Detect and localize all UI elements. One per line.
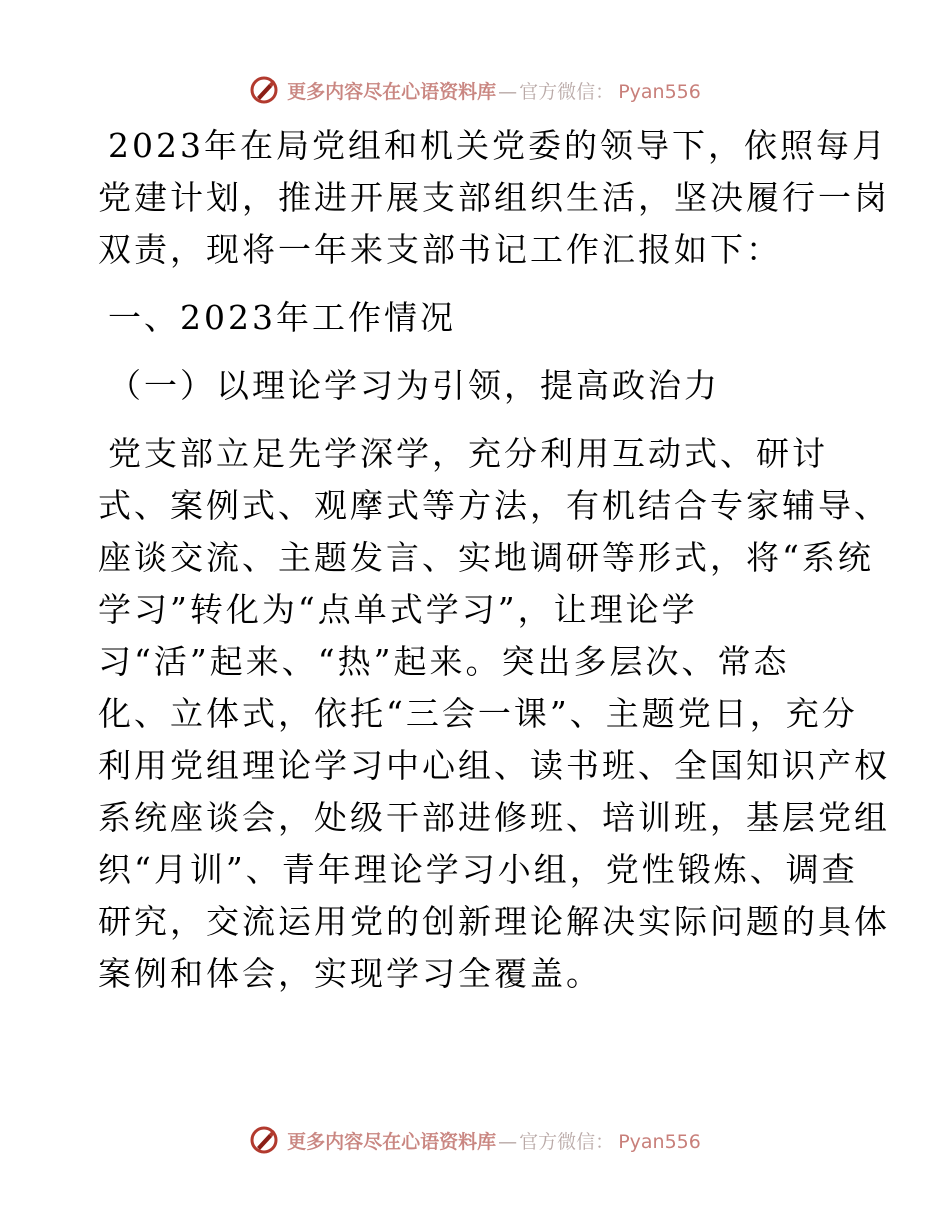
intro-line: 2023年在局党组和机关党委的领导下，依照每月 bbox=[108, 126, 888, 165]
watermark-text bbox=[287, 77, 701, 104]
watermark-id: Pyan556 bbox=[618, 1130, 701, 1153]
body-line: 案例和体会，实现学习全覆盖。 bbox=[98, 954, 602, 993]
body-line: 织“月训”、青年理论学习小组，党性锻炼、调查 bbox=[98, 850, 858, 889]
watermark-dash: — bbox=[498, 1130, 518, 1153]
body-line: 系统座谈会，处级干部进修班、培训班，基层党组 bbox=[98, 798, 890, 837]
watermark-dash: — bbox=[498, 80, 518, 103]
watermark-id: Pyan556 bbox=[618, 80, 701, 103]
watermark-header bbox=[0, 70, 950, 110]
intro-line: 党建计划，推进开展支部组织生活，坚决履行一岗 bbox=[98, 178, 890, 217]
body-line: 习“活”起来、“热”起来。突出多层次、常态 bbox=[98, 642, 790, 681]
watermark-sub: 官方微信： bbox=[519, 1130, 615, 1153]
pen-logo-icon bbox=[249, 1125, 279, 1155]
body-line: 化、立体式，依托“三会一课”、主题党日，充分 bbox=[98, 694, 858, 733]
body-line: 研究，交流运用党的创新理论解决实际问题的具体 bbox=[98, 902, 890, 941]
body-line: 党支部立足先学深学，充分利用互动式、研讨 bbox=[108, 434, 828, 473]
watermark-sub: 官方微信： bbox=[519, 80, 615, 103]
watermark-main: 更多内容尽在心语资料库 bbox=[287, 1130, 497, 1153]
section-heading: 一、2023年工作情况 bbox=[108, 298, 456, 337]
intro-line: 双责，现将一年来支部书记工作汇报如下： bbox=[98, 230, 782, 269]
watermark-footer bbox=[0, 1120, 950, 1160]
pen-logo-icon bbox=[249, 75, 279, 105]
body-line: 利用党组理论学习中心组、读书班、全国知识产权 bbox=[98, 746, 890, 785]
subsection-heading: （一）以理论学习为引领，提高政治力 bbox=[108, 366, 720, 405]
document-body bbox=[98, 120, 890, 1000]
watermark-text bbox=[287, 1127, 701, 1154]
body-line: 座谈交流、主题发言、实地调研等形式，将“系统 bbox=[98, 538, 874, 577]
body-line: 学习”转化为“点单式学习”，让理论学 bbox=[98, 590, 698, 629]
watermark-main: 更多内容尽在心语资料库 bbox=[287, 80, 497, 103]
body-line: 式、案例式、观摩式等方法，有机结合专家辅导、 bbox=[98, 486, 890, 525]
